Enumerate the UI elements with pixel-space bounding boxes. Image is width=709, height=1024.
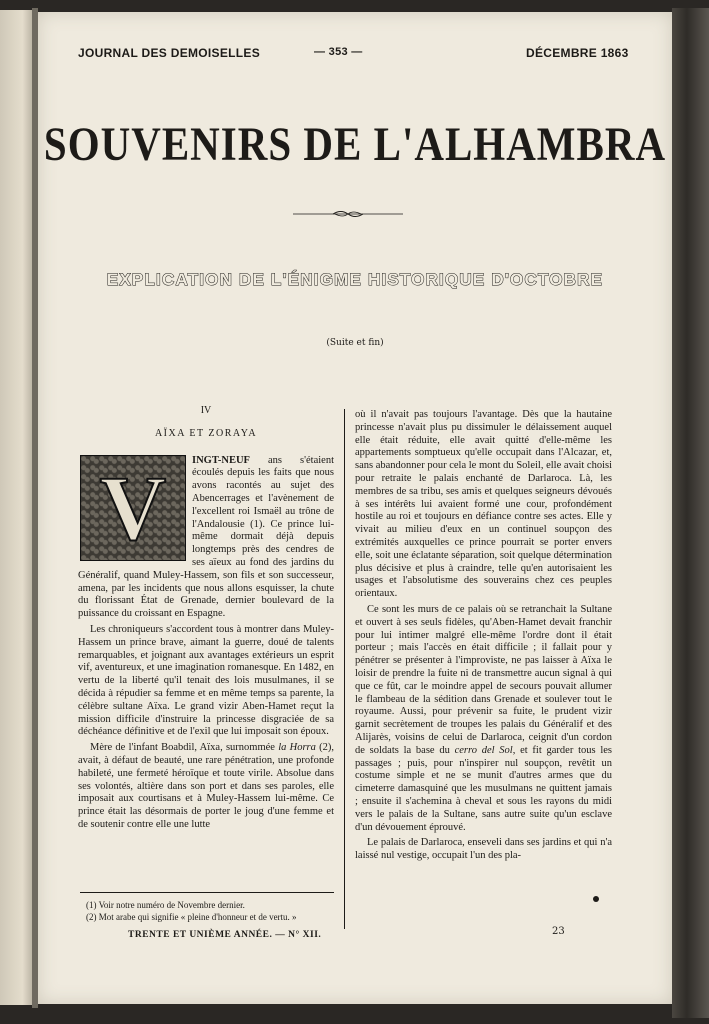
paragraph: V INGT-NEUF ans s'étaient écoulés depuis les faits que nous avons racontés au sujet des Abencerrages et l'avènement de l'excellent roi Ismaël au trône de l'Andalousie (1). Ce prince lui-même dormait déjà depuis longtemps près des cendres de ses aïeux au fond des jardins du Généralif, quand Muley-Hassem, son fils et son successeur, amena, par les incidents que nous allons esquisser, la chute du florissant État de Grenade, dernier boulevard de la puissance du croissant en Espagne. [78, 454, 334, 620]
footnotes [80, 899, 350, 923]
paragraph: Ce sont les murs de ce palais où se retranchait la Sultane et ouvert à ses seuls fidèles, qu'Aben-Hamet devait franchir pour lui intimer malgré elle-même l'ordre dont il était porteur ; mais l'accès en était difficile ; il fallait pour y pénétrer se présenter à l'improviste, ne pas laisser à Aïxa le loisir de prendre la fuite ni de transmettre aucun signal à qui que ce fût, car le moindre appel de secours pouvait allumer le flambeau de la sédition dans Grenade et soulever tout le royaume. Aussi, pour prévenir sa fuite, le prudent vizir garnit secrètement de troupes les palais du Généralif et des Alijarès, voisins de celui de Darlaroca, ceignit d'un cordon de soldats la base du cerro del Sol, et fit garder tous les passages ; puis, pour n'inspirer nul soupçon, revêtit un costume simple et ne se munit d'autres armes que du cimeterre damasquiné que les musulmans ne quittent jamais ; ensuite il s'achemina à cheval et sous les rayons du midi vers le palais de la Sultane, sans autre suite qu'un esclave d'un dévouement éprouvé. [355, 603, 613, 833]
section-number: IV [200, 405, 212, 416]
column-divider [344, 409, 345, 929]
dropcap-illustration: V [80, 455, 186, 561]
footnote: (1) Voir notre numéro de Novembre dernier. [86, 900, 245, 910]
left-page-edge [0, 10, 33, 1005]
running-head-journal: JOURNAL DES DEMOISELLES [78, 46, 261, 60]
first-word: INGT-NEUF [192, 454, 250, 466]
paragraph: Mère de l'infant Boabdil, Aïxa, surnommée la Horra (2), avait, à défaut de beauté, une rare pénétration, une profonde habileté, une fermeté héroïque et toute virile. Absolue dans ses volontés, altière dans son port et dans ses paroles, elle imposait aux courtisans et à Muley-Hassem lui-même. Ce prince était las désormais de porter le joug d'une femme et de soutenir contre elle une lutte [78, 742, 334, 830]
ink-spot [593, 896, 599, 902]
footnote: (2) Mot arabe qui signifie « pleine d'honneur et de vertu. » [86, 912, 297, 922]
footer-year-issue: TRENTE ET UNIÈME ANNÉE. — N° XII. [128, 930, 322, 940]
paragraph: Les chroniqueurs s'accordent tous à montrer dans Muley-Hassem un prince brave, aimant la guerre, doué de talents remarquables, et joignant aux avantages extérieurs un esprit vif, aventureux, et une imagination romanesque. En 1482, en vertu de la liberté qu'il tenait des lois musulmanes, il se décida à répudier sa femme et en même temps sa parente, la célèbre sultane Aïxa. Le grand vizir Aben-Hamet reçut la mission difficile d'instruire la princesse disgraciée de sa déchéance définitive et de l'exil que lui imposait son époux. [78, 623, 335, 738]
ornament-divider [293, 210, 403, 218]
book-cover-edge [672, 8, 709, 1018]
page [38, 12, 672, 1004]
section-title: AÏXA ET ZORAYA [154, 427, 258, 439]
suite-note: (Suite et fin) [326, 338, 384, 348]
article-subtitle: EXPLICATION DE L'ÉNIGME HISTORIQUE D'OCTOBRE [106, 270, 604, 289]
right-column [355, 409, 612, 866]
footnote-rule [80, 892, 334, 893]
left-column [78, 405, 334, 835]
running-head-date: DÉCEMBRE 1863 [526, 46, 629, 60]
article-title: SOUVENIRS DE L'ALHAMBRA [43, 117, 667, 171]
paragraph: où il n'avait pas toujours l'avantage. Dès que la hautaine princesse n'avait plus pu dissimuler le délaissement auquel elle était réduite, elle avait quitté d'elle-même les appartements somptueux qu'elle occupait dans l'Alcazar, et, sans abandonner pour cela le mont du Soleil, elle avait choisi pour retraite le palais enchanté de Darlaroca. Là, les membres de sa tribu, ses amis et quelques seigneurs dévoués à ses intérêts lui avaient formé une cour, profondément hostile au roi et toujours en défiance contre ses actes. Elle y vivait au milieu d'eux en un continuel soupçon des extrémités auxquelles ce prince pourrait se porter envers elle, soit une éclatante séparation, soit quelque détermination plus décisive et plus à craindre, telle qu'en autorisaient les usages et l'absolutisme des souverains chez ces peuples orientaux. [355, 409, 612, 600]
running-head-page-number: — 353 — [314, 46, 363, 58]
paragraph: Le palais de Darlaroca, enseveli dans ses jardins et qui n'a laissé nul vestige, occupait l'un des pla- [355, 837, 612, 862]
footer-signature-number: 23 [552, 926, 565, 937]
